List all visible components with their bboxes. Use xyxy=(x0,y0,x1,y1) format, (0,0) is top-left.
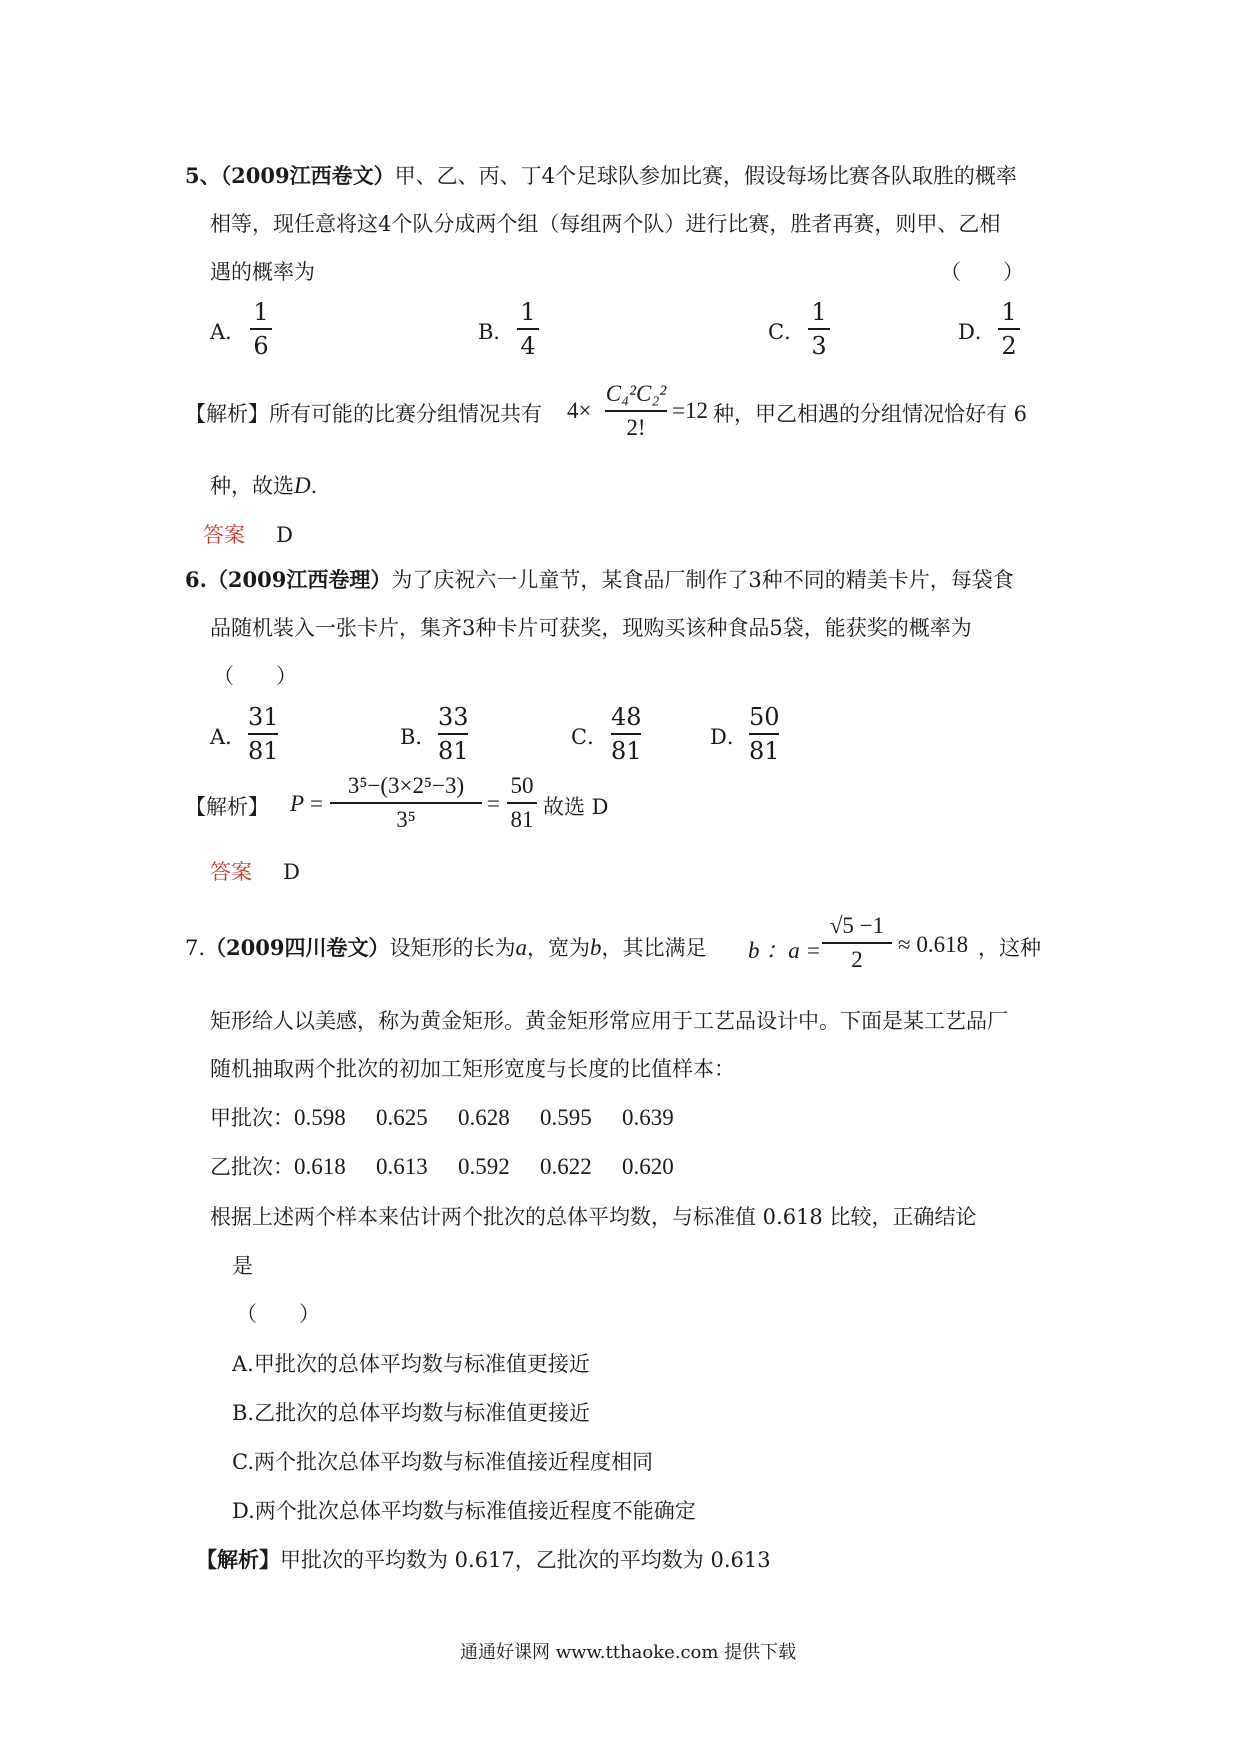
q6-option-a-label: A． xyxy=(210,725,247,749)
q6-paren: （ ） xyxy=(213,664,297,688)
q6-answer-label: 答案 xyxy=(210,860,252,884)
q7-analysis-tag: 【解析】 xyxy=(196,1547,280,1572)
q6-analysis-post: 故选 D xyxy=(543,795,609,819)
q7-batch-a-label: 甲批次： xyxy=(210,1106,294,1130)
q6-line1 xyxy=(185,566,1014,594)
q5-analysis-fraction: C₄²C₂² 2! xyxy=(605,381,667,440)
q7-line1-end: ，这种 xyxy=(978,936,1041,960)
q7-ratio: b ：a = xyxy=(748,938,822,963)
q6-option-c-label: C． xyxy=(571,725,609,749)
q6-source: （2009江西卷理） xyxy=(206,567,392,592)
q7-approx: ≈ 0.618 xyxy=(898,932,969,957)
q7-ratio-fraction: √5 −1 2 xyxy=(822,912,892,974)
q6-analysis-eq1: = xyxy=(310,791,323,816)
q7-option-a: A.甲批次的总体平均数与标准值更接近 xyxy=(232,1352,590,1376)
q5-analysis-line2: 种，故选D. xyxy=(210,473,318,498)
q6-option-b-fraction: 33 81 xyxy=(438,703,469,765)
q6-answer xyxy=(210,856,300,886)
q6-analysis-fraction: 3⁵−(3×2⁵−3) 3⁵ xyxy=(330,772,482,834)
q5-answer xyxy=(203,519,293,549)
q7-paren: （ ） xyxy=(236,1302,320,1326)
q6-analysis-p: P xyxy=(290,791,305,816)
q5-analysis-post: 种，甲乙相遇的分组情况恰好有 6 xyxy=(713,402,1028,426)
q7-option-b: B.乙批次的总体平均数与标准值更接近 xyxy=(232,1401,591,1425)
q7-text-3: 随机抽取两个批次的初加工矩形宽度与长度的比值样本： xyxy=(210,1057,735,1081)
q5-analysis-tag: 【解析】 xyxy=(185,402,269,426)
q6-option-c-fraction: 48 81 xyxy=(611,703,642,765)
q6-option-d-label: D． xyxy=(710,725,748,749)
q7-batch-b-label: 乙批次： xyxy=(210,1155,294,1179)
q7-option-c: C.两个批次总体平均数与标准值接近程度相同 xyxy=(232,1450,653,1474)
q7-source: （2009四川卷文） xyxy=(205,935,390,960)
q7-number: 7. xyxy=(185,936,206,960)
q7-text-4: 根据上述两个样本来估计两个批次的总体平均数，与标准值 0.618 比较，正确结论 xyxy=(210,1205,977,1229)
q6-text-2: 品随机装入一张卡片，集齐3种卡片可获奖，现购买该种食品5袋，能获奖的概率为 xyxy=(210,616,972,640)
q6-option-a-fraction: 31 81 xyxy=(248,703,279,765)
q6-option-b-label: B． xyxy=(400,725,437,749)
q5-option-c-label: C． xyxy=(768,320,806,344)
q5-option-b-label: B． xyxy=(478,320,515,344)
q7-batch-a: 甲批次：0.598 0.625 0.628 0.595 0.639 xyxy=(210,1105,674,1130)
q7-text-5: 是 xyxy=(232,1254,253,1278)
q5-text-3: 遇的概率为 xyxy=(210,260,315,284)
q5-number: 5、 xyxy=(185,163,221,188)
q6-analysis-tag: 【解析】 xyxy=(185,795,269,819)
q5-paren: （ ） xyxy=(940,260,1024,284)
q7-batch-b: 乙批次：0.618 0.613 0.592 0.622 0.620 xyxy=(210,1154,674,1179)
q5-option-d-fraction: 1 2 xyxy=(998,298,1020,360)
q5-source: （2009江西卷文） xyxy=(220,163,395,188)
q5-option-b-fraction: 1 4 xyxy=(517,298,539,360)
q5-line1 xyxy=(185,162,1017,190)
q6-option-d-fraction: 50 81 xyxy=(749,703,780,765)
q7-option-d: D.两个批次总体平均数与标准值接近程度不能确定 xyxy=(232,1499,696,1523)
q7-analysis-text: 甲批次的平均数为 0.617，乙批次的平均数为 0.613 xyxy=(280,1548,771,1572)
q5-option-a-fraction: 1 6 xyxy=(250,298,272,360)
page-footer: 通通好课网 www.tthaoke.com 提供下载 xyxy=(460,1642,797,1663)
q5-text-2: 相等，现任意将这4个队分成两个组（每组两个队）进行比赛，胜者再赛，则甲、乙相 xyxy=(210,212,1001,236)
q5-option-c-fraction: 1 3 xyxy=(808,298,830,360)
q5-analysis-coef: 4× xyxy=(567,398,592,423)
q7-analysis xyxy=(196,1546,771,1574)
q6-number: 6. xyxy=(185,567,207,592)
q6-analysis-result: 50 81 xyxy=(507,772,537,834)
q6-text-1: 为了庆祝六一儿童节，某食品厂制作了3种不同的精美卡片，每袋食 xyxy=(391,568,1014,592)
q7-line1: 7.（2009四川卷文）设矩形的长为a，宽为b，其比满足 xyxy=(185,935,707,960)
q5-answer-label: 答案 xyxy=(203,523,245,547)
q5-text-1: 甲、乙、丙、丁4个足球队参加比赛，假设每场比赛各队取胜的概率 xyxy=(394,164,1017,188)
q5-analysis-line1 xyxy=(185,400,542,428)
q5-option-d-label: D． xyxy=(958,320,996,344)
q5-analysis-pre: 所有可能的比赛分组情况共有 xyxy=(269,402,542,426)
q5-answer-value: D xyxy=(276,523,293,547)
q5-analysis-eq: =12 xyxy=(672,398,708,423)
q6-analysis-eq2: = xyxy=(487,791,500,816)
q7-text-2: 矩形给人以美感，称为黄金矩形。黄金矩形常应用于工艺品设计中。下面是某工艺品厂 xyxy=(210,1009,1008,1033)
q6-answer-value: D xyxy=(283,860,300,884)
q5-option-a-label: A． xyxy=(210,320,247,344)
